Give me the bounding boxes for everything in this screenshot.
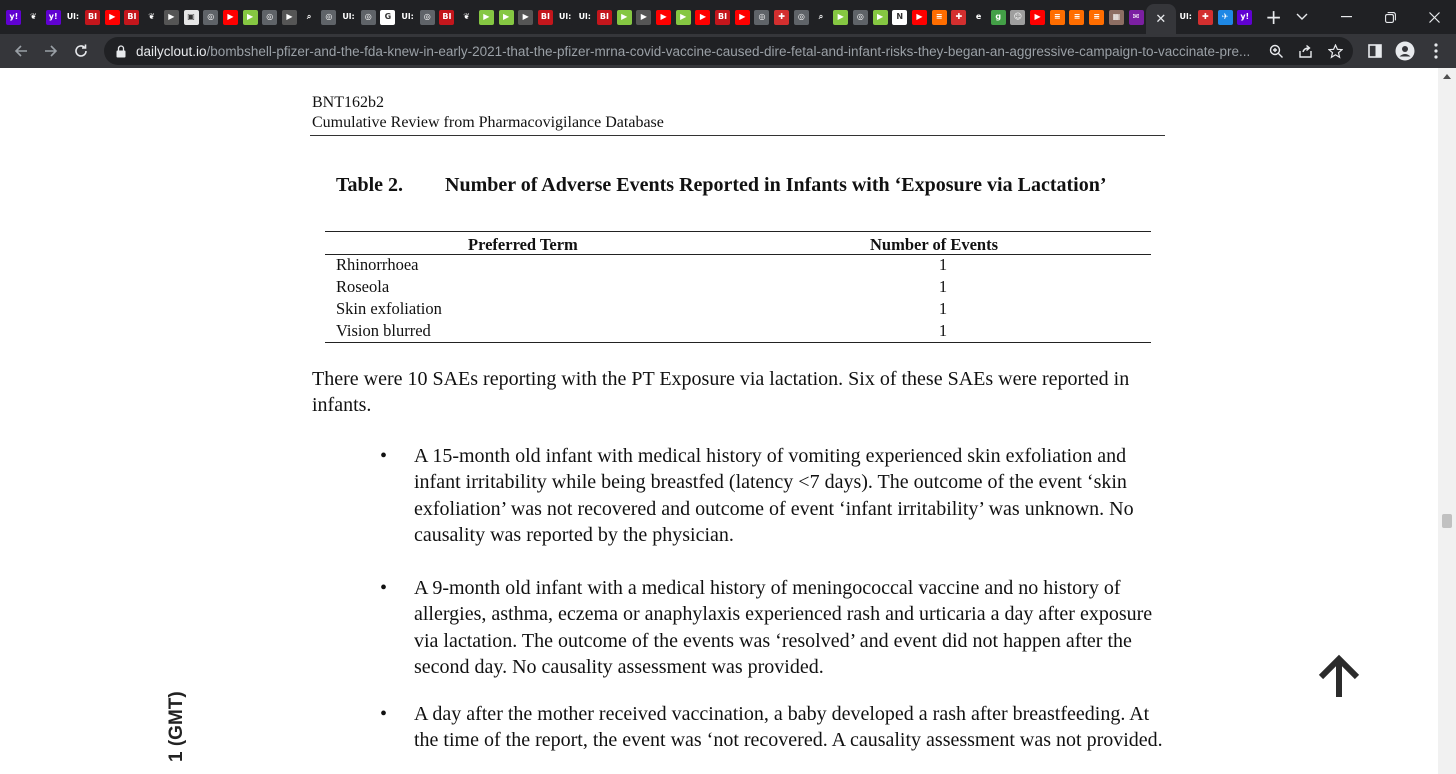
tab-item[interactable] [1176, 0, 1196, 34]
bi-icon: BI [124, 10, 139, 25]
gab-icon: ✚ [1198, 10, 1213, 25]
list-item: A day after the mother received vaccination, a baby developed a rash after breastfeeding. At the time of the report, the event was ‘not recovered. A causality assessment was not provided. [414, 703, 1163, 752]
table-row [325, 255, 1151, 277]
tab-item[interactable] [988, 0, 1008, 34]
back-button[interactable] [6, 36, 36, 66]
search-icon: ⌕ [814, 10, 829, 25]
tab-item[interactable] [516, 0, 536, 34]
cell-events: 1 [938, 321, 948, 340]
tab-item[interactable] [43, 0, 63, 34]
header-rule [310, 135, 1165, 136]
tab-item[interactable] [792, 0, 812, 34]
letter-e-icon: e [971, 10, 986, 25]
ul-icon: Ul: [1178, 10, 1193, 25]
bi-icon: BI [538, 10, 553, 25]
tab-item[interactable] [24, 0, 44, 34]
minimize-button[interactable] [1324, 0, 1368, 34]
ul-icon: Ul: [65, 10, 80, 25]
bookmark-icon: ≡ [1050, 10, 1065, 25]
globe-icon: ◎ [361, 10, 376, 25]
share-icon[interactable] [1292, 37, 1318, 65]
tab-item[interactable] [929, 0, 949, 34]
image-icon: ▣ [184, 10, 199, 25]
table-top-rule [325, 231, 1151, 232]
cell-term: Roseola [336, 277, 390, 296]
col-header-term: Preferred Term [468, 235, 578, 254]
tab-item[interactable] [949, 0, 969, 34]
tab-item[interactable] [870, 0, 890, 34]
scroll-to-top-button[interactable] [1314, 651, 1364, 701]
tab-item[interactable] [398, 0, 418, 34]
table-row [325, 321, 1151, 343]
new-tab-button[interactable]: + [1265, 5, 1282, 29]
tab-item[interactable] [752, 0, 772, 34]
youtube-icon: ▶ [223, 10, 238, 25]
tab-item[interactable] [713, 0, 733, 34]
lock-icon[interactable] [114, 45, 128, 58]
rumble-icon: ▶ [833, 10, 848, 25]
page-content [0, 68, 1438, 774]
tab-item[interactable] [63, 0, 83, 34]
rumble-icon: ▶ [282, 10, 297, 25]
picture-icon: ▦ [1109, 10, 1124, 25]
rumble-icon: ▶ [164, 10, 179, 25]
rumble-icon: ▶ [479, 10, 494, 25]
address-bar[interactable] [104, 37, 1353, 65]
tab-item[interactable] [142, 0, 162, 34]
tab-item[interactable] [575, 0, 595, 34]
bookmark-star-icon[interactable] [1322, 37, 1348, 65]
tab-item[interactable] [1196, 0, 1216, 34]
tab-item[interactable] [693, 0, 713, 34]
side-panel-icon[interactable] [1361, 34, 1389, 68]
tab-item[interactable] [240, 0, 260, 34]
tab-item[interactable] [221, 0, 241, 34]
tab-item[interactable] [614, 0, 634, 34]
tab-active[interactable] [1146, 4, 1176, 34]
tab-item[interactable] [1028, 0, 1048, 34]
restore-button[interactable] [1368, 0, 1412, 34]
tab-item[interactable] [673, 0, 693, 34]
url-text[interactable] [136, 44, 1256, 59]
tab-item[interactable] [1107, 0, 1127, 34]
tab-item[interactable] [457, 0, 477, 34]
tab-item[interactable] [1087, 0, 1107, 34]
globe-icon: ◎ [794, 10, 809, 25]
globe-icon: ◎ [321, 10, 336, 25]
tab-item[interactable] [201, 0, 221, 34]
table-number: Table 2. [336, 174, 404, 196]
globe-icon: ◎ [420, 10, 435, 25]
youtube-icon: ▶ [735, 10, 750, 25]
tab-item[interactable] [280, 0, 300, 34]
tab-item[interactable] [83, 0, 103, 34]
table-row [325, 299, 1151, 321]
globe-icon: ◎ [262, 10, 277, 25]
profile-avatar-icon[interactable] [1391, 34, 1419, 68]
close-window-button[interactable] [1412, 0, 1456, 34]
bi-icon: BI [439, 10, 454, 25]
tab-item[interactable] [437, 0, 457, 34]
tab-item[interactable] [4, 0, 24, 34]
tab-item[interactable] [319, 0, 339, 34]
col-header-events: Number of Events [870, 235, 999, 254]
tab-item[interactable] [910, 0, 930, 34]
tab-search-icon[interactable] [1280, 0, 1324, 34]
tab-list [0, 0, 1255, 34]
bi-icon: BI [597, 10, 612, 25]
cell-term: Rhinorrhoea [336, 255, 419, 274]
tab-item[interactable] [1235, 0, 1255, 34]
rumble-icon: ▶ [676, 10, 691, 25]
ul-icon: Ul: [558, 10, 573, 25]
youtube-icon: ▶ [105, 10, 120, 25]
tab-item[interactable] [181, 0, 201, 34]
page-scrollbar[interactable] [1438, 68, 1456, 774]
globe-icon: ◎ [754, 10, 769, 25]
bullet-dot: • [380, 445, 388, 467]
bird-icon: ✈ [1218, 10, 1233, 25]
rumble-icon: ▶ [873, 10, 888, 25]
avatar-icon: ☺ [1010, 10, 1025, 25]
feather-icon: ❦ [144, 10, 159, 25]
arrow-up-icon [1314, 651, 1364, 701]
yahoo-icon: y! [6, 10, 21, 25]
table-title: Number of Adverse Events Reported in Infants with ‘Exposure via Lactation’ [445, 174, 1107, 196]
tab-item[interactable] [1215, 0, 1235, 34]
news-icon: N [892, 10, 907, 25]
youtube-icon: ▶ [1030, 10, 1045, 25]
yahoo-icon: y! [1237, 10, 1252, 25]
youtube-icon: ▶ [695, 10, 710, 25]
tab-item[interactable] [634, 0, 654, 34]
tab-item[interactable] [122, 0, 142, 34]
letter-g-icon: g [991, 10, 1006, 25]
tab-item[interactable] [831, 0, 851, 34]
tab-item[interactable] [1047, 0, 1067, 34]
table-bottom-rule [325, 342, 1151, 343]
url-path: /bombshell-pfizer-and-the-fda-knew-in-early-2021-that-the-pfizer-mrna-covid-vaccine-caused-dire-fetal-and-infant-risks-they-began-an-aggressive-campaign-to-vaccinate-pre... [206, 43, 1251, 59]
bullet-dot: • [380, 577, 388, 599]
tab-item[interactable] [260, 0, 280, 34]
bi-icon: BI [715, 10, 730, 25]
rumble-icon: ▶ [617, 10, 632, 25]
tab-item[interactable] [477, 0, 497, 34]
youtube-icon: ▶ [912, 10, 927, 25]
globe-icon: ◎ [853, 10, 868, 25]
bullet-dot: • [380, 703, 388, 725]
summary-paragraph: There were 10 SAEs reporting with the PT Exposure via lactation. Six of these SAEs were reported in infants. [312, 368, 1130, 416]
cell-events: 1 [938, 299, 948, 318]
list-item: A 15-month old infant with medical history of vomiting experienced skin exfoliation and infant irritability while being breastfed (latency <7 days). The outcome of the event ‘skin exfoliation’ was not recovered and outcome of event ‘infant irritability’ was unknown. No causality was reported by the physician. [414, 445, 1134, 546]
tab-item[interactable] [339, 0, 359, 34]
feather-icon: ❦ [26, 10, 41, 25]
zoom-icon[interactable] [1263, 37, 1289, 65]
tab-item[interactable] [595, 0, 615, 34]
tab-item[interactable] [851, 0, 871, 34]
tab-item[interactable] [890, 0, 910, 34]
forward-button[interactable] [36, 36, 66, 66]
window-controls [1280, 0, 1456, 34]
bookmark-icon: ≡ [1069, 10, 1084, 25]
url-domain: dailyclout.io [136, 43, 207, 59]
ul-icon: Ul: [577, 10, 592, 25]
tab-item[interactable] [1008, 0, 1028, 34]
header-product: BNT162b2 [312, 94, 384, 111]
rumble-icon: ▶ [243, 10, 258, 25]
globe-icon: ◎ [203, 10, 218, 25]
tab-item[interactable] [654, 0, 674, 34]
gab-icon: ✚ [774, 10, 789, 25]
cell-events: 1 [938, 277, 948, 296]
tab-item[interactable] [102, 0, 122, 34]
table-row [325, 277, 1151, 299]
tab-item[interactable] [732, 0, 752, 34]
tab-item[interactable] [811, 0, 831, 34]
menu-kebab-icon[interactable] [1422, 34, 1450, 68]
cell-term: Vision blurred [336, 321, 431, 340]
scroll-up-arrow-icon[interactable] [1438, 68, 1456, 85]
browser-toolbar [0, 34, 1456, 68]
youtube-icon: ▶ [656, 10, 671, 25]
ul-icon: Ul: [341, 10, 356, 25]
tab-item[interactable] [536, 0, 556, 34]
document-header [312, 93, 664, 133]
rumble-icon: ▶ [636, 10, 651, 25]
bi-icon: BI [85, 10, 100, 25]
rumble-icon: ▶ [499, 10, 514, 25]
cell-events: 1 [938, 255, 948, 274]
search-icon: ⌕ [302, 10, 317, 25]
tab-item[interactable] [555, 0, 575, 34]
tab-strip [0, 0, 1456, 34]
tab-item[interactable] [358, 0, 378, 34]
tab-item[interactable] [417, 0, 437, 34]
tab-item[interactable] [299, 0, 319, 34]
mail-icon: ✉ [1129, 10, 1144, 25]
reload-button[interactable] [66, 36, 96, 66]
tab-item[interactable] [1067, 0, 1087, 34]
list-item: A 9-month old infant with a medical history of meningococcal vaccine and no history of allergies, asthma, eczema or anaphylaxis experienced rash and urticaria a day after exposure via lactation. The outcome of the events was ‘resolved’ and event did not happen after the second day. No causality assessment was provided. [414, 577, 1153, 678]
tab-item[interactable] [162, 0, 182, 34]
tab-item[interactable] [969, 0, 989, 34]
bookmark-icon: ≡ [1089, 10, 1104, 25]
header-subtitle: Cumulative Review from Pharmacovigilance Database [312, 114, 664, 131]
scrollbar-thumb[interactable] [1442, 514, 1452, 528]
rumble-icon: ▶ [518, 10, 533, 25]
ul-icon: Ul: [400, 10, 415, 25]
bookmark-icon: ≡ [932, 10, 947, 25]
feather-icon: ❦ [459, 10, 474, 25]
tab-item[interactable] [772, 0, 792, 34]
close-icon[interactable]: ✕ [1153, 12, 1168, 27]
google-icon: G [380, 10, 395, 25]
gab-icon: ✚ [951, 10, 966, 25]
side-label: 1 (GMT) [166, 691, 187, 762]
cell-term: Skin exfoliation [336, 299, 442, 318]
yahoo-icon: y! [46, 10, 61, 25]
tab-item[interactable] [496, 0, 516, 34]
tab-item[interactable] [378, 0, 398, 34]
tab-item[interactable] [1126, 0, 1146, 34]
